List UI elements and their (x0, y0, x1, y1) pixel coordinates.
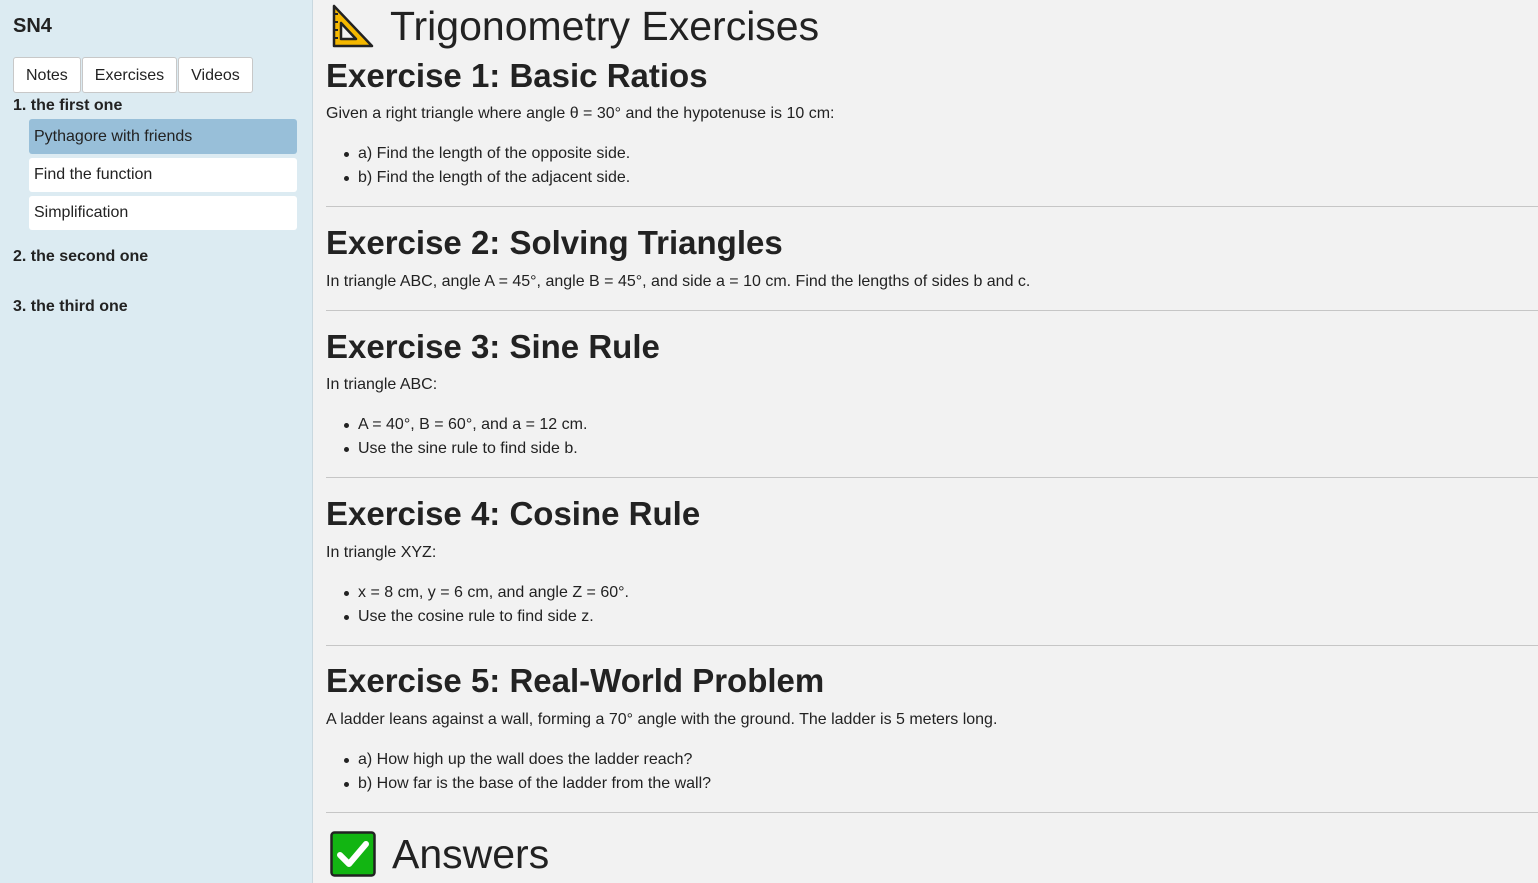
list-item: a) Find the length of the opposite side. (342, 142, 630, 166)
answers-title: Answers (392, 830, 550, 877)
divider (326, 206, 1538, 207)
triangle-ruler-icon (328, 2, 376, 50)
exercise-4 (326, 494, 1538, 625)
exercise-text: Given a right triangle where angle θ = 30° and the hypotenuse is 10 cm: (326, 105, 835, 122)
exercise-heading: Exercise 3: Sine Rule (326, 328, 660, 365)
app-title: SN4 (13, 15, 52, 37)
divider (326, 310, 1538, 311)
exercise-list (342, 581, 629, 629)
sidebar (0, 0, 313, 883)
section-title-1[interactable]: 1. the first one (13, 97, 123, 114)
tab-exercises[interactable]: Exercises (82, 57, 177, 93)
list-item: b) Find the length of the adjacent side. (342, 166, 630, 190)
page-title (328, 0, 819, 52)
exercise-3 (326, 327, 1538, 457)
divider (326, 477, 1538, 478)
exercise-list (342, 142, 630, 190)
check-mark-button-icon (330, 831, 376, 877)
tab-bar (13, 57, 254, 93)
topic-item-find-function[interactable]: Find the function (29, 158, 297, 192)
exercise-list (342, 413, 587, 461)
exercise-heading: Exercise 5: Real-World Problem (326, 662, 825, 699)
divider (326, 645, 1538, 646)
main-content (326, 0, 1538, 883)
exercise-heading: Exercise 4: Cosine Rule (326, 495, 701, 532)
exercise-heading: Exercise 2: Solving Triangles (326, 224, 783, 261)
tab-notes[interactable]: Notes (13, 57, 81, 93)
exercise-5 (326, 661, 1538, 792)
list-item: x = 8 cm, y = 6 cm, and angle Z = 60°. (342, 581, 629, 605)
exercise-text: In triangle ABC, angle A = 45°, angle B = 45°, and side a = 10 cm. Find the lengths of sides b and c. (326, 273, 1031, 290)
list-item: A = 40°, B = 60°, and a = 12 cm. (342, 413, 587, 437)
topic-list (29, 119, 297, 234)
exercise-text: In triangle ABC: (326, 376, 438, 393)
list-item: a) How high up the wall does the ladder reach? (342, 748, 711, 772)
exercise-1 (326, 56, 1538, 186)
exercise-2 (326, 223, 1538, 290)
list-item: Use the sine rule to find side b. (342, 437, 587, 461)
topic-item-pythagore[interactable]: Pythagore with friends (29, 119, 297, 154)
tab-videos[interactable]: Videos (178, 57, 253, 93)
exercise-heading: Exercise 1: Basic Ratios (326, 57, 708, 94)
exercise-text: In triangle XYZ: (326, 544, 437, 561)
divider (326, 812, 1538, 813)
exercise-text: A ladder leans against a wall, forming a 70° angle with the ground. The ladder is 5 meters long. (326, 711, 998, 728)
section-title-2[interactable]: 2. the second one (13, 248, 149, 265)
answers-heading (330, 830, 549, 878)
exercise-list (342, 748, 711, 796)
list-item: Use the cosine rule to find side z. (342, 605, 629, 629)
topic-item-simplification[interactable]: Simplification (29, 196, 297, 230)
list-item: b) How far is the base of the ladder from the wall? (342, 772, 711, 796)
section-title-3[interactable]: 3. the third one (13, 298, 128, 315)
page-title-text: Trigonometry Exercises (390, 2, 820, 49)
